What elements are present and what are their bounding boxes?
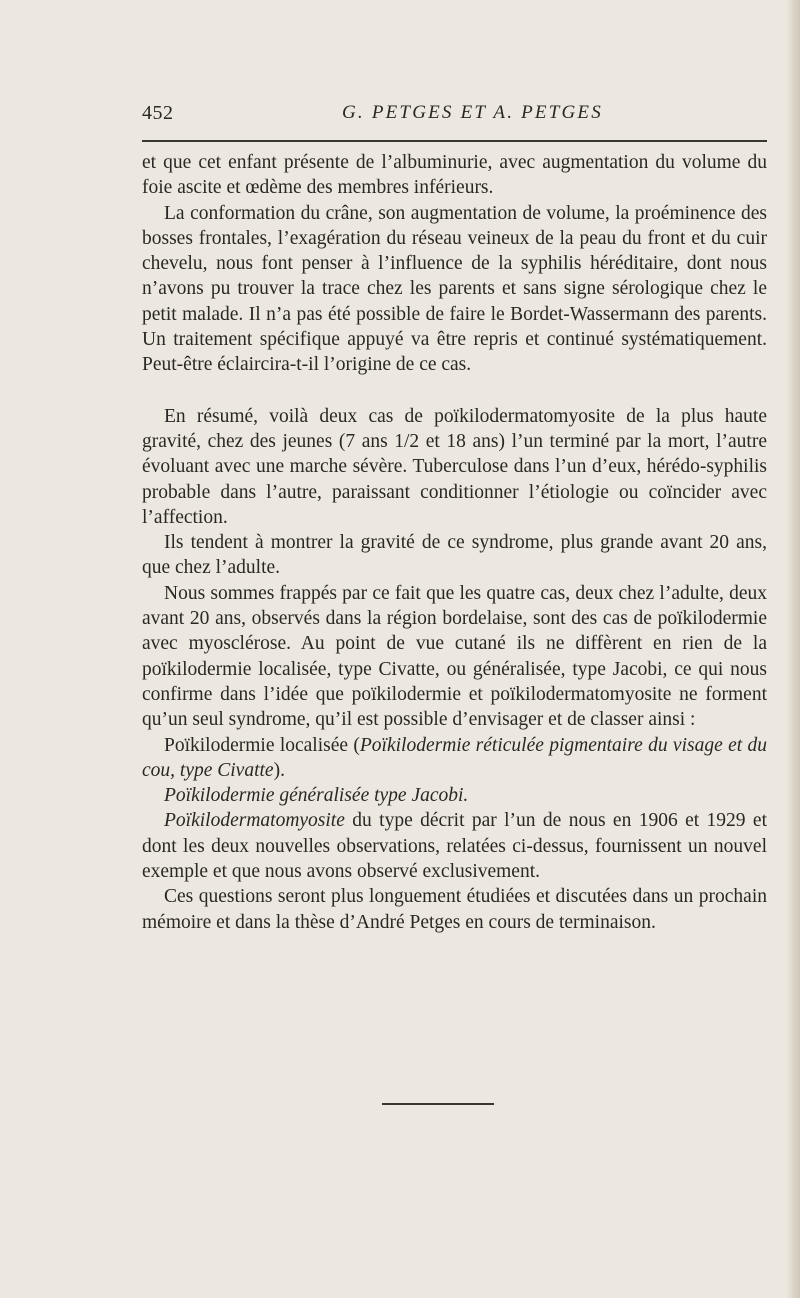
paragraph-1: et que cet enfant présente de l’albuminurie, avec augmentation du volume du foie ascite et œdème des membres inférieurs. bbox=[142, 152, 767, 199]
running-head: G. PETGES ET A. PETGES bbox=[342, 102, 603, 123]
p6-italic: Poïkilodermie réticulée pigmentaire du visage et du cou, type Civatte bbox=[142, 734, 767, 781]
page-header bbox=[142, 100, 767, 130]
closing-rule bbox=[382, 1103, 494, 1105]
paragraph-9: Ces questions seront plus longuement étudiées et discutées dans un prochain mémoire et dans la thèse d’André Petges en cours de terminaison. bbox=[142, 886, 767, 933]
header-rule bbox=[142, 140, 767, 142]
paragraph-2: La conformation du crâne, son augmentation de volume, la proéminence des bosses frontales, l’exagération du réseau veineux de la peau du front et du cuir chevelu, nous font penser à l’influence de la syphilis héréditaire, dont nous n’avons pu trouver la trace chez les parents et sans signe sérologique chez le petit malade. Il n’a pas été possible de faire le Bordet-Wassermann des parents. Un traitement spécifique appuyé va être repris et continué systématiquement. Peut-être éclaircira-t-il l’origine de ce cas. bbox=[142, 202, 767, 376]
body-text bbox=[142, 150, 767, 935]
paragraph-5: Nous sommes frappés par ce fait que les quatre cas, deux chez l’adulte, deux avant 20 ans, observés dans la région bordelaise, sont des cas de poïkilodermie avec myosclérose. Au point de vue cutané ils ne diffèrent en rien de la poïkilodermie localisée, type Civatte, ou généralisée, type Jacobi, ce qui nous confirme dans l’idée que poïkilodermie et poïkilodermatomyosite ne forment qu’un seul syndrome, qu’il est possible d’envisager et de classer ainsi : bbox=[142, 582, 767, 731]
page-number: 452 bbox=[142, 102, 174, 124]
p6-end: ). bbox=[273, 759, 285, 781]
p8-italic: Poïkilodermatomyosite bbox=[164, 810, 345, 832]
p8-roman: du type décrit par l’un de nous en 1906 et 1929 et dont les deux nouvelles observations, relatées ci-dessus, fournissent un nouvel exemple et que nous avons observé exclusivement. bbox=[142, 810, 767, 883]
paragraph-7: Poïkilodermie généralisée type Jacobi. bbox=[164, 785, 469, 807]
paragraph-6 bbox=[142, 733, 767, 784]
p6-roman: Poïkilodermie localisée ( bbox=[164, 734, 360, 756]
paragraph-8 bbox=[142, 808, 767, 884]
page-edge-shadow bbox=[786, 0, 800, 1298]
paragraph-4: Ils tendent à montrer la gravité de ce syndrome, plus grande avant 20 ans, que chez l’adulte. bbox=[142, 532, 767, 579]
paragraph-3: En résumé, voilà deux cas de poïkilodermatomyosite de la plus haute gravité, chez des jeunes (7 ans 1/2 et 18 ans) l’un terminé par la mort, l’autre évoluant avec une marche sévère. Tuberculose dans l’un d’eux, hérédo-syphilis probable dans l’autre, paraissant conditionner l’étiologie ou coïncider avec l’affection. bbox=[142, 405, 767, 528]
